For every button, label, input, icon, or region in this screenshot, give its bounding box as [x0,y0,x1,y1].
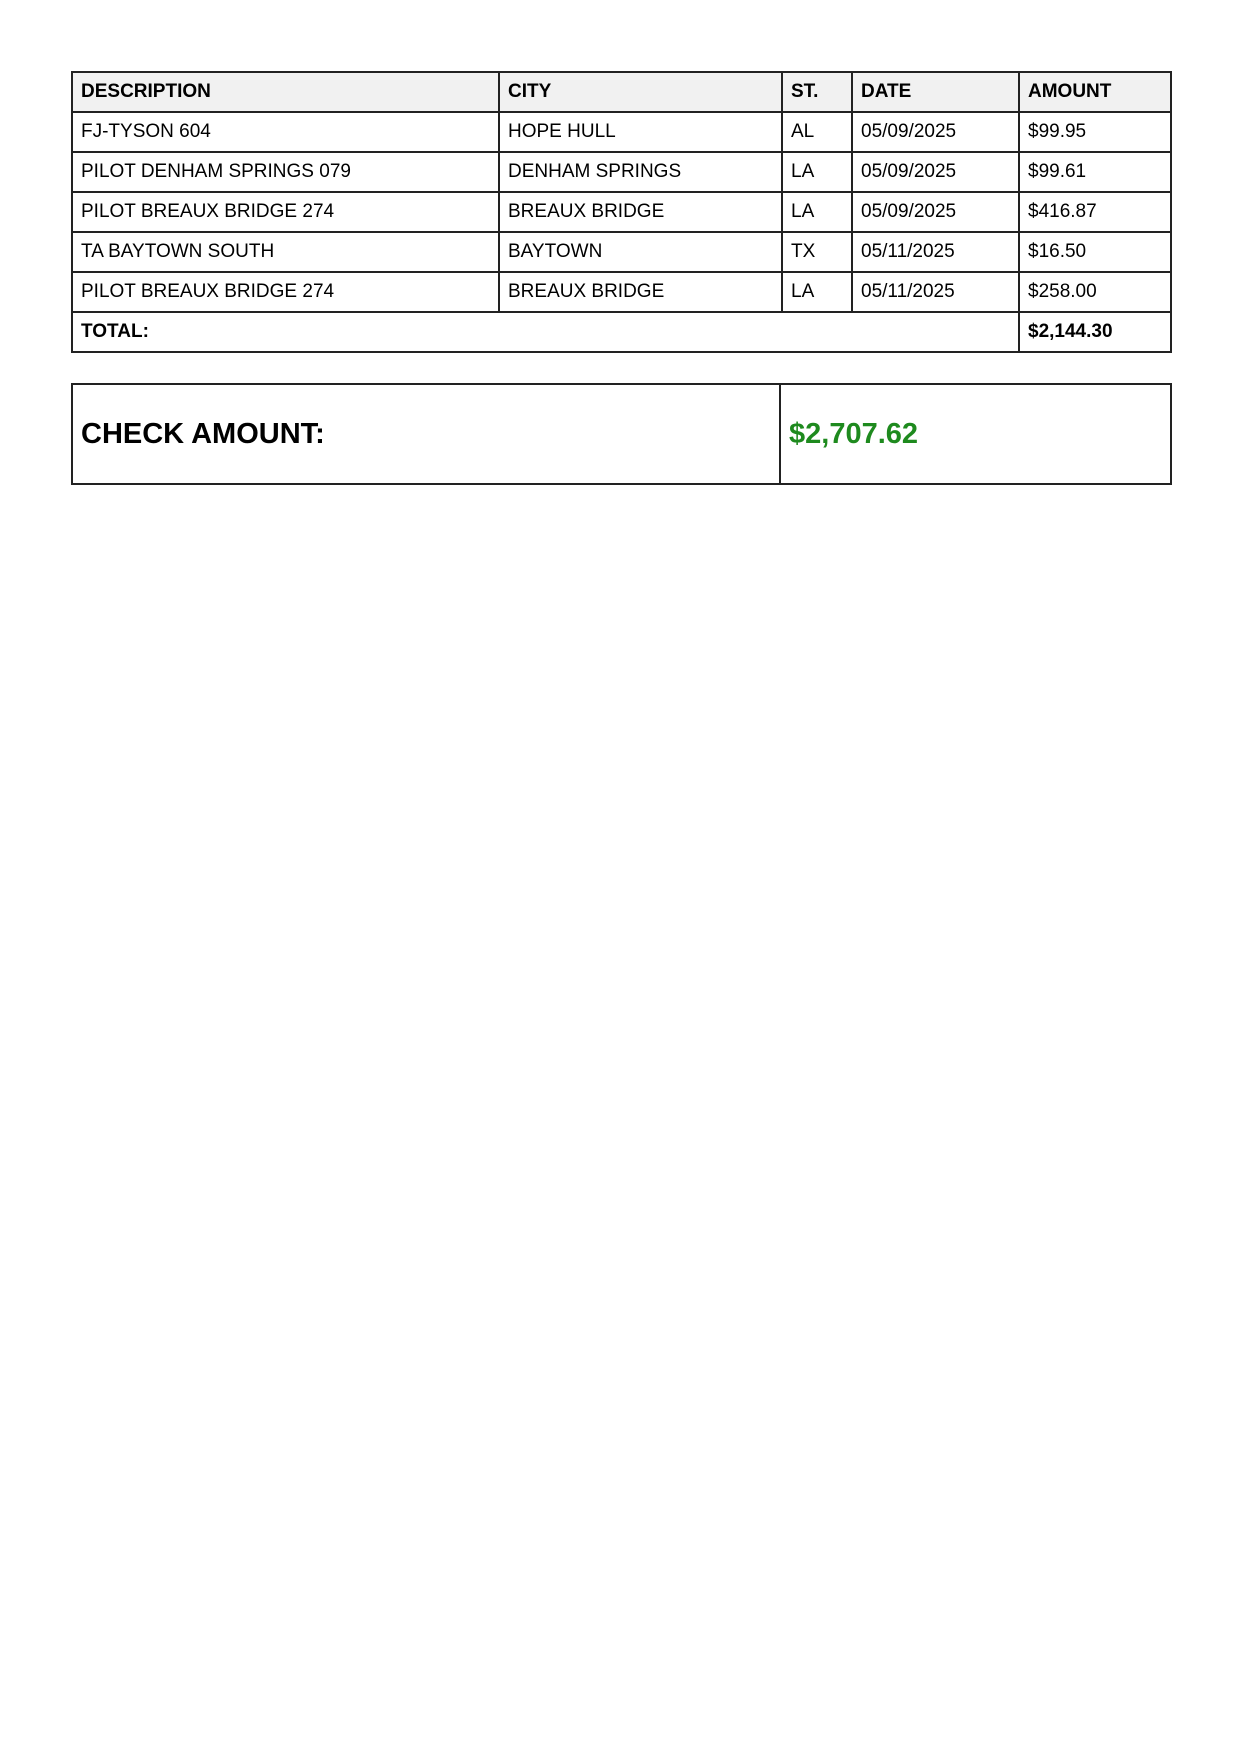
cell-city: BAYTOWN [499,232,782,272]
cell-amount: $16.50 [1019,232,1171,272]
cell-date: 05/09/2025 [852,152,1019,192]
cell-city: BREAUX BRIDGE [499,192,782,232]
check-amount-value: $2,707.62 [780,384,1171,484]
header-city: CITY [499,72,782,112]
total-label: TOTAL: [72,312,1019,352]
header-amount: AMOUNT [1019,72,1171,112]
cell-state: AL [782,112,852,152]
cell-state: LA [782,272,852,312]
header-date: DATE [852,72,1019,112]
cell-amount: $258.00 [1019,272,1171,312]
table-header-row [72,72,1171,112]
cell-date: 05/11/2025 [852,232,1019,272]
cell-description: FJ-TYSON 604 [72,112,499,152]
header-state: ST. [782,72,852,112]
check-amount-label: CHECK AMOUNT: [72,384,780,484]
cell-city: DENHAM SPRINGS [499,152,782,192]
cell-description: PILOT BREAUX BRIDGE 274 [72,192,499,232]
total-row [72,312,1171,352]
cell-state: LA [782,192,852,232]
table-row [72,112,1171,152]
cell-date: 05/11/2025 [852,272,1019,312]
check-amount-box [71,383,1172,485]
cell-amount: $416.87 [1019,192,1171,232]
cell-amount: $99.95 [1019,112,1171,152]
table-row [72,232,1171,272]
cell-description: TA BAYTOWN SOUTH [72,232,499,272]
cell-state: TX [782,232,852,272]
cell-description: PILOT DENHAM SPRINGS 079 [72,152,499,192]
cell-description: PILOT BREAUX BRIDGE 274 [72,272,499,312]
cell-state: LA [782,152,852,192]
table-row [72,192,1171,232]
cell-amount: $99.61 [1019,152,1171,192]
cell-city: BREAUX BRIDGE [499,272,782,312]
cell-date: 05/09/2025 [852,112,1019,152]
table-row [72,152,1171,192]
total-value: $2,144.30 [1019,312,1171,352]
expense-table [71,71,1172,353]
header-description: DESCRIPTION [72,72,499,112]
table-row [72,272,1171,312]
cell-date: 05/09/2025 [852,192,1019,232]
cell-city: HOPE HULL [499,112,782,152]
